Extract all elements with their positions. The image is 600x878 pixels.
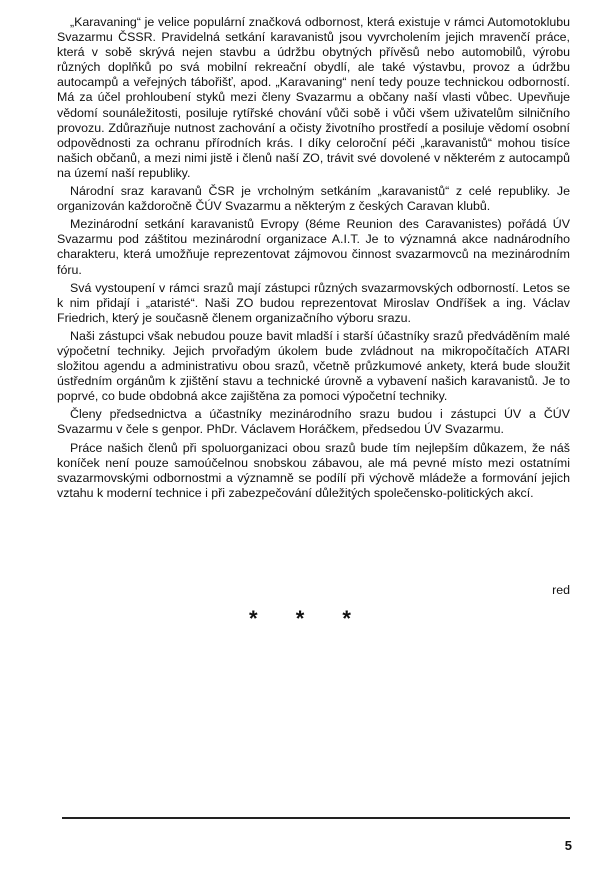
- paragraph: Mezinárodní setkání karavanistů Evropy (8éme Reunion des Caravanistes) pořádá ÚV Svazarmu pod záštitou mezinárodní organizace A.I.T. Je to významná akce nadnárodního charakteru, která umožňuje reprezentovat zájmovou činnost svazarmovců na mezinárodním fóru.: [57, 217, 570, 277]
- author-signature: red: [552, 583, 570, 597]
- paragraph: Svá vystoupení v rámci srazů mají zástupci různých svazarmovských odborností. Letos se k nim přidají i „ataristé“. Naši ZO budou reprezentovat Miroslav Ondříšek a ing. Václav Friedrich, který je současně členem organizačního výboru srazu.: [57, 280, 570, 325]
- article-body: [57, 15, 570, 504]
- page-number: 5: [564, 838, 572, 853]
- paragraph: Národní sraz karavanů ČSR je vrcholným setkáním „karavanistů“ z celé republiky. Je organizován každoročně ČÚV Svazarmu a některým z českých Caravan klubů.: [57, 184, 570, 214]
- paragraph: Práce našich členů při spoluorganizaci obou srazů bude tím nejlepším důkazem, že náš koníček není pouze samoúčelnou snobskou zábavou, ale má pevné místo mezi ostatními svazarmovskými odbornostmi a významně se podílí při výchově mládeže a formování jejich vztahu k moderní technice i při zabezpečování důležitých společensko-politických akcí.: [57, 440, 570, 500]
- footer-rule: [62, 817, 570, 819]
- paragraph: Členy předsednictva a účastníky mezinárodního srazu budou i zástupci ÚV a ČÚV Svazarmu v čele s genpor. PhDr. Václavem Horáčkem, předsedou ÚV Svazarmu.: [57, 407, 570, 437]
- paragraph: „Karavaning“ je velice populární značková odbornost, která existuje v rámci Automotoklubu Svazarmu ČSSR. Pravidelná setkání karavanistů jsou vyvrcholením jejich mravenčí práce, která v sobě skrývá nejen stavbu a údržbu obytných přívěsů nebo automobilů, výrobu různých doplňků po svá mobilní rekreační obydlí, ale také výstavbu, provoz a údržbu autocampů a veřejných tábořišť, apod. „Karavaning“ není tedy pouze technickou odborností. Má za účel prohloubení styků mezi členy Svazarmu a občany naší vlasti vůbec. Upevňuje vědomí sounáležitosti, posiluje rytířské chování vůči sobě i vůči všem uživatelům silničního provozu. Zdůrazňuje nutnost zachování a očisty životního prostředí a posiluje vědomí osobní odpovědnosti za ochranu přírodních krás. I díky celoroční péči „karavanistů“ mohou tisíce našich občanů, a mezi nimi jistě i členů naší ZO, trávit své dovolené v některém z autocampů na území naší republiky.: [57, 15, 570, 180]
- paragraph: Naši zástupci však nebudou pouze bavit mladší i starší účastníky srazů předváděním malé výpočetní techniky. Jejich prvořadým úkolem bude zvládnout na mikropočítačích ATARI složitou agendu a administrativu obou srazů, včetně průzkumové ankety, která bude sloužit ústředním orgánům k zjištění stavu a technické úrovně a vybavení našich karavanistů. Je to poprvé, co bude obdobná akce zajištěna za pomoci výpočetní techniky.: [57, 328, 570, 404]
- section-separator: * * *: [249, 606, 367, 631]
